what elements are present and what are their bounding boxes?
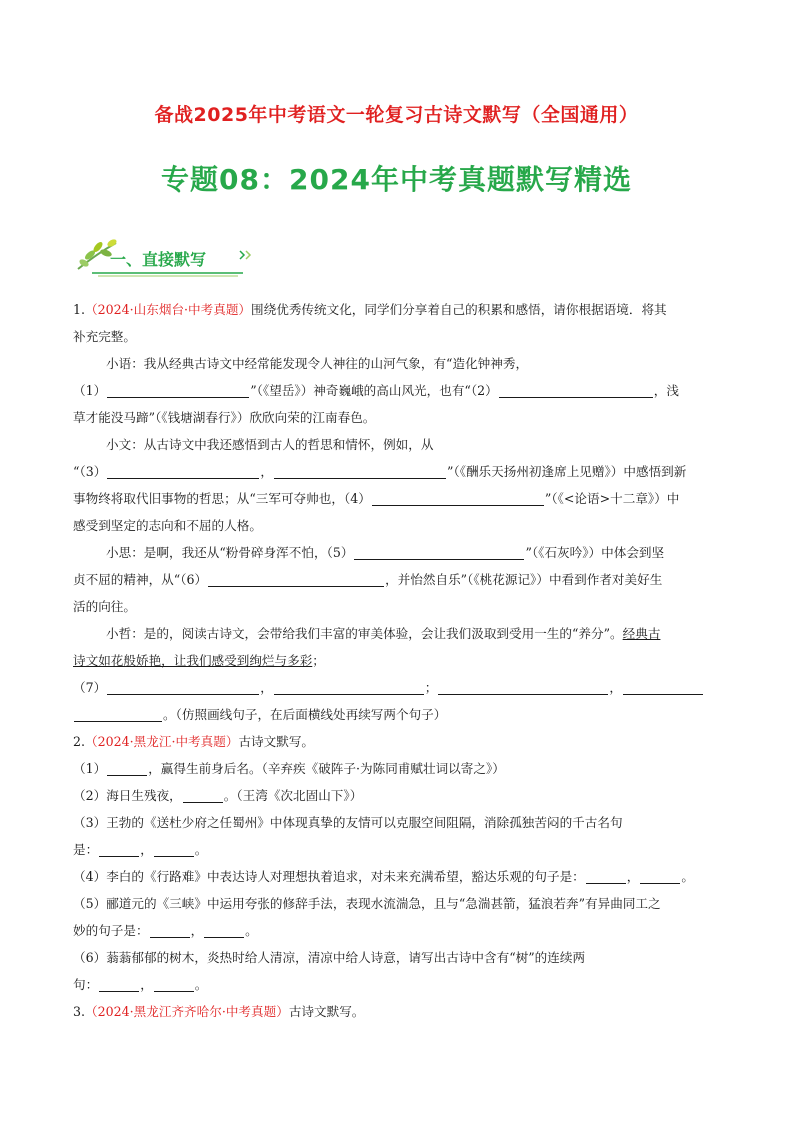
answer-blank-6[interactable]	[208, 571, 384, 587]
answer-blank-2-6b[interactable]	[154, 976, 194, 992]
question-source: （2024·黑龙江·中考真题）	[85, 734, 239, 749]
document-body: 1.（2024·山东烟台·中考真题）围绕优秀传统文化，同学们分享着自己的积累和感悟，请你根据语境．将其 补充完整。 小语：我从经典古诗文中经常能发现令人神往的山河气象，有“造化钟神秀， （1） ”（《望岳》）神奇巍峨的高山风光，也有“（2） ，浅 草才能没马蹄”（《钱塘湖春行》）欣欣向荣的江南春色。 小文：从古诗文中我还感悟到古人的哲思和情怀，例如，从 “（3） ， ”（《酬乐天扬州初逢席上见赠》）中感悟到新 事物终将取代旧事物的哲思；从“三军可夺帅也，（4） ”（《<论语>十二章》）中 感受到坚定的志向和不屈的人格。 小思：是啊，我还从“粉骨碎身浑不怕，（5） ”（《石灰吟》）中体会到坚 贞不屈的精神，从“（6） ，并怡然自乐”（《桃花源记》）中看到作者对美好生 活的向往。 小哲：是的，阅读古诗文，会带给我们丰富的审美体验，会让我们汲取到受用一生的“养分”。经典古 诗文如花般娇艳，让我们感受到绚烂与多彩； （7） ， ； ， 。（仿照画线句子，在后面横线处再续写两个句子） 2.（2024·黑龙江·中考真题）古诗文默写。 （1） ，赢得生前身后名。（辛弃疾《破阵子·为陈同甫赋壮词以寄之》） （2）海日生残夜， 。（王湾《次北固山下》） （3）王勃的《送杜少府之任蜀州》中体现真挚的友情可以克服空间阻隔，消除孤独苦闷的千古名句 是： ， 。 （4）李白的《行路难》中表达诗人对理想执着追求，对未来充满希望，豁达乐观的句子是： ， 。 （5）郦道元的《三峡》中运用夸张的修辞手法，表现水流湍急，且与“急湍甚箭，猛浪若奔”有异曲同工之 妙的句子是： ， 。 （6）蓊蓊郁郁的树木，炎热时给人清凉，清凉中给人诗意，请写出古诗中含有“树”的连续两 句： ， 。 3.（2024·黑龙江齐齐哈尔·中考真题）古诗文默写。	[73, 296, 723, 1025]
answer-blank-3a[interactable]	[107, 463, 259, 479]
answer-blank-2-4a[interactable]	[586, 868, 626, 884]
question-1-header: 1.（2024·山东烟台·中考真题）围绕优秀传统文化，同学们分享着自己的积累和感悟，请你根据语境．将其	[73, 302, 667, 317]
answer-blank-7a[interactable]	[107, 679, 259, 695]
answer-blank-7b[interactable]	[274, 679, 424, 695]
model-sentence-underlined: 诗文如花般娇艳，让我们感受到绚烂与多彩	[73, 653, 313, 668]
answer-blank-7c[interactable]	[438, 679, 608, 695]
section-title: 一、直接默写	[110, 250, 207, 269]
answer-blank-2-5a[interactable]	[150, 922, 190, 938]
answer-blank-2-2[interactable]	[183, 787, 223, 803]
answer-blank-2-1[interactable]	[107, 760, 147, 776]
document-supertitle: 备战2025年中考语文一轮复习古诗文默写（全国通用）	[154, 104, 639, 126]
model-sentence-underlined: 经典古	[622, 626, 661, 641]
question-source: （2024·黑龙江齐齐哈尔·中考真题）	[85, 1004, 289, 1019]
answer-blank-2-5b[interactable]	[204, 922, 244, 938]
answer-blank-5[interactable]	[354, 544, 524, 560]
answer-blank-3b[interactable]	[274, 463, 446, 479]
question-source: （2024·山东烟台·中考真题）	[85, 302, 252, 317]
document-title: 专题08：2024年中考真题默写精选	[161, 163, 632, 196]
section-header	[68, 235, 258, 277]
question-2-header: 2.（2024·黑龙江·中考真题）古诗文默写。	[73, 734, 314, 749]
answer-blank-1[interactable]	[107, 382, 249, 398]
answer-blank-7d[interactable]	[623, 679, 703, 695]
answer-blank-2-6a[interactable]	[99, 976, 139, 992]
answer-blank-4[interactable]	[372, 490, 544, 506]
answer-blank-2-3b[interactable]	[154, 841, 194, 857]
question-3-header: 3.（2024·黑龙江齐齐哈尔·中考真题）古诗文默写。	[73, 1004, 365, 1019]
answer-blank-2-3a[interactable]	[99, 841, 139, 857]
answer-blank-2[interactable]	[499, 382, 653, 398]
answer-blank-2-4b[interactable]	[640, 868, 680, 884]
answer-blank-7d-cont[interactable]	[74, 706, 162, 722]
